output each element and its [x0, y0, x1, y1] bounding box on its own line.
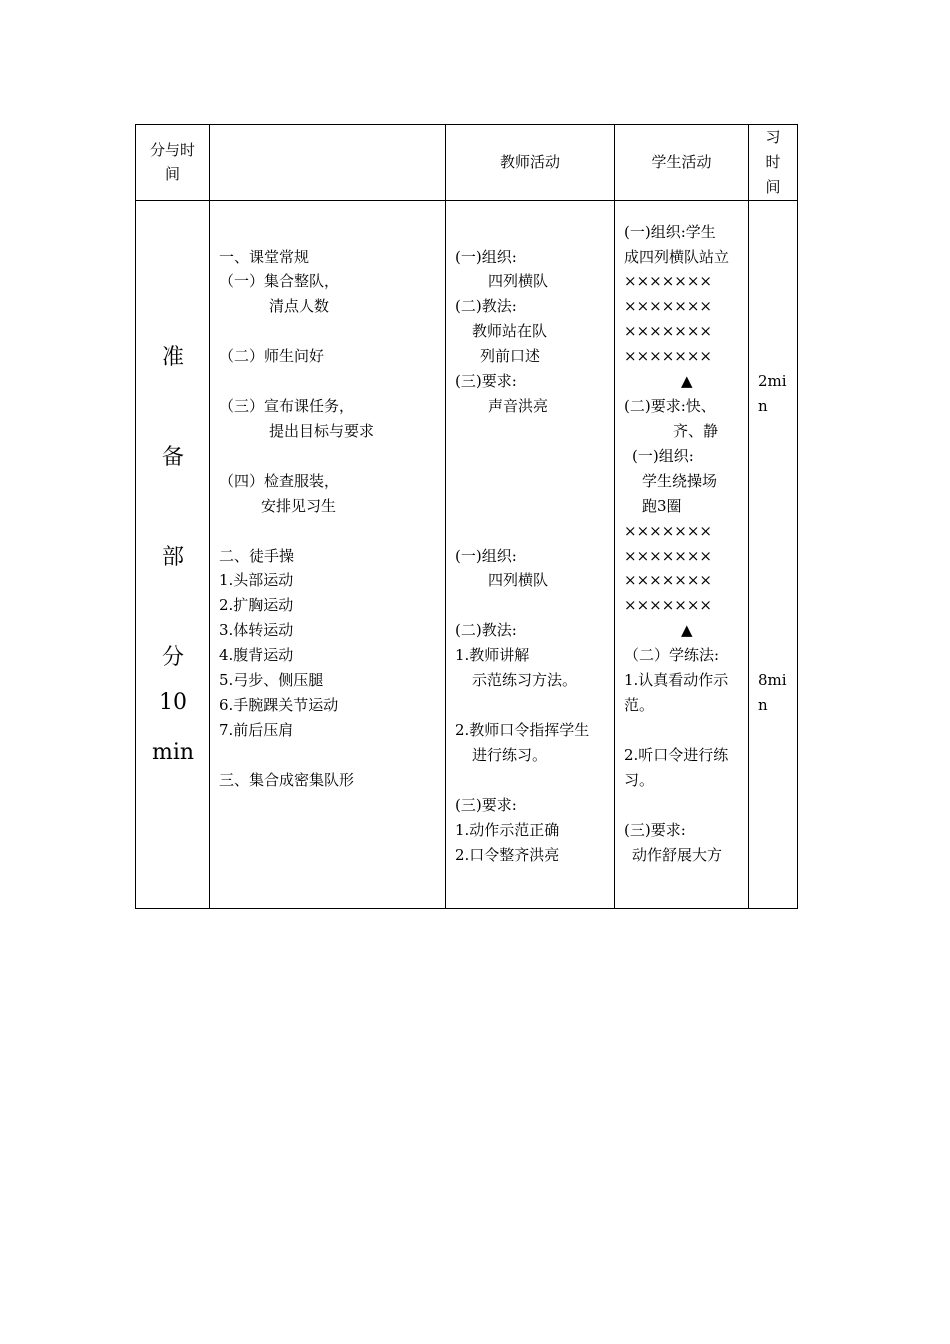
- content-line: 1.头部运动: [219, 571, 294, 589]
- table-border-top: [135, 124, 798, 125]
- student-formation-row: ×××××××: [624, 272, 712, 290]
- content-line: 清点人数: [269, 297, 330, 315]
- content-line: 2.扩胸运动: [219, 596, 294, 614]
- teacher-line: 1.动作示范正确: [455, 821, 560, 839]
- content-line: （一）集合整队，: [219, 272, 340, 290]
- table-col-divider-2: [445, 124, 446, 909]
- content-line: 二、徒手操: [219, 547, 295, 565]
- header-student-activity: 学生活动: [651, 153, 712, 171]
- student-formation-row: ×××××××: [624, 347, 712, 365]
- table-col-divider-1: [209, 124, 210, 909]
- section-char-2: 备: [161, 445, 184, 470]
- content-line: 6.手腕踝关节运动: [219, 696, 339, 714]
- table-header-divider: [135, 200, 798, 201]
- content-line: 一、课堂常规: [219, 248, 310, 266]
- header-col1-line2: 间: [164, 165, 180, 183]
- header-col5-line1: 习: [765, 128, 781, 146]
- teacher-line: 四列横队: [488, 571, 549, 589]
- header-col5-line2: 时: [765, 153, 781, 171]
- section-char-3: 部: [161, 545, 184, 570]
- content-line: （二）师生问好: [219, 347, 325, 365]
- student-line: (三)要求:: [624, 821, 686, 839]
- teacher-line: 示范练习方法。: [472, 671, 578, 689]
- content-line: 安排见习生: [261, 497, 337, 515]
- teacher-line: (一)组织:: [455, 248, 517, 266]
- header-col1-line1: 分与时: [149, 141, 195, 159]
- student-line: (一)组织:: [632, 447, 694, 465]
- teacher-line: 声音洪亮: [488, 397, 549, 415]
- content-line: 3.体转运动: [219, 621, 294, 639]
- student-line: (二)要求:快、: [624, 397, 716, 415]
- teacher-line: 教师站在队: [472, 322, 548, 340]
- student-formation-row: ×××××××: [624, 596, 712, 614]
- student-formation-row: ×××××××: [624, 571, 712, 589]
- student-line: 1.认真看动作示: [624, 671, 729, 689]
- teacher-line: 2.口令整齐洪亮: [455, 846, 560, 864]
- teacher-line: (三)要求:: [455, 372, 517, 390]
- student-line: 动作舒展大方: [632, 846, 723, 864]
- content-line: 5.弓步、侧压腿: [219, 671, 324, 689]
- student-line: 跑3圈: [642, 497, 682, 515]
- time-line: n: [758, 696, 768, 714]
- student-line: 齐、静: [673, 422, 719, 440]
- student-line: 习。: [624, 771, 655, 789]
- header-col5-line3: 间: [765, 178, 781, 196]
- teacher-line: (二)教法:: [455, 621, 517, 639]
- header-teacher-activity: 教师活动: [499, 153, 560, 171]
- section-char-4: 分: [161, 645, 184, 670]
- teacher-position-marker: ▲: [681, 621, 693, 639]
- student-formation-row: ×××××××: [624, 297, 712, 315]
- student-formation-row: ×××××××: [624, 322, 712, 340]
- time-line: n: [758, 397, 768, 415]
- teacher-line: 1.教师讲解: [455, 646, 530, 664]
- content-line: （四）检查服装，: [219, 472, 340, 490]
- teacher-line: (一)组织:: [455, 547, 517, 565]
- table-col-divider-3: [614, 124, 615, 909]
- time-line: 8mi: [758, 671, 787, 689]
- content-line: 提出目标与要求: [269, 422, 375, 440]
- table-border-left: [135, 124, 136, 909]
- teacher-position-marker: ▲: [681, 372, 693, 390]
- content-line: 7.前后压肩: [219, 721, 294, 739]
- teacher-line: 进行练习。: [472, 746, 548, 764]
- section-char-1: 准: [161, 345, 184, 370]
- student-formation-row: ×××××××: [624, 547, 712, 565]
- student-formation-row: ×××××××: [624, 522, 712, 540]
- teacher-line: (二)教法:: [455, 297, 517, 315]
- content-line: 三、集合成密集队形: [219, 771, 355, 789]
- student-line: 成四列横队站立: [624, 248, 730, 266]
- teacher-line: 四列横队: [488, 272, 549, 290]
- student-line: （二）学练法:: [624, 646, 720, 664]
- teacher-line: (三)要求:: [455, 796, 517, 814]
- section-unit: min: [151, 740, 195, 765]
- teacher-line: 列前口述: [480, 347, 541, 365]
- table-border-bottom: [135, 908, 798, 909]
- content-line: （三）宣布课任务，: [219, 397, 355, 415]
- student-line: 2.听口令进行练: [624, 746, 729, 764]
- time-line: 2mi: [758, 372, 787, 390]
- teacher-line: 2.教师口令指挥学生: [455, 721, 590, 739]
- table-col-divider-4: [748, 124, 749, 909]
- section-duration: 10: [159, 690, 187, 715]
- table-border-right: [797, 124, 798, 909]
- student-line: (一)组织:学生: [624, 223, 716, 241]
- student-line: 学生绕操场: [642, 472, 718, 490]
- content-line: 4.腹背运动: [219, 646, 294, 664]
- student-line: 范。: [624, 696, 655, 714]
